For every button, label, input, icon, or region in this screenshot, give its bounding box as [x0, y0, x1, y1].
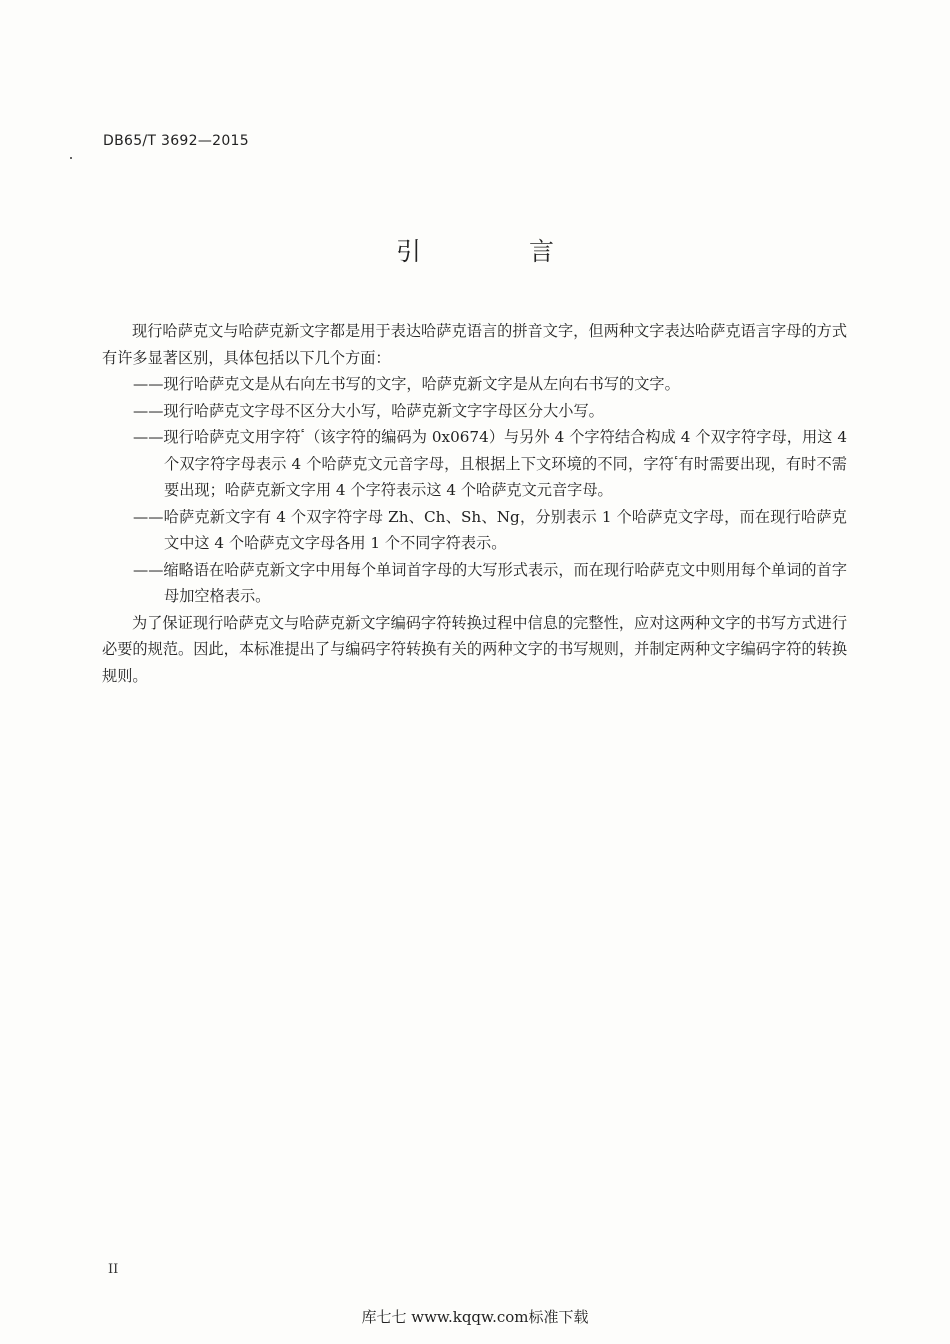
document-code: DB65/T 3692—2015: [103, 133, 249, 149]
intro-bullet-3: ——现行哈萨克文用字符ٴ（该字符的编码为 0x0674）与另外 4 个字符结合构成 4 个双字符字母，用这 4 个双字符字母表示 4 个哈萨克文元音字母，且根据上下文环境的不同，字符ٴ有时需要出现，有时不需要出现；哈萨克新文字用 4 个字符表示这 4 个哈萨克文元音字母。: [133, 428, 847, 499]
intro-body: [102, 318, 847, 689]
intro-paragraph-1: 现行哈萨克文与哈萨克新文字都是用于表达哈萨克语言的拼音文字，但两种文字表达哈萨克语言字母的方式有许多显著区别，具体包括以下几个方面：: [102, 322, 847, 367]
intro-paragraph-2: 为了保证现行哈萨克文与哈萨克新文字编码字符转换过程中信息的完整性，应对这两种文字的书写方式进行必要的规范。因此，本标准提出了与编码字符转换有关的两种文字的书写规则，并制定两种文字编码字符的转换规则。: [102, 613, 847, 685]
intro-bullet-1: ——现行哈萨克文是从右向左书写的文字，哈萨克新文字是从左向右书写的文字。: [133, 375, 680, 393]
intro-bullet-2: ——现行哈萨克文字母不区分大小写，哈萨克新文字字母区分大小写。: [133, 401, 604, 420]
scan-speck: [70, 157, 72, 159]
section-title: 引 言: [396, 237, 604, 266]
intro-bullet-5: ——缩略语在哈萨克新文字中用每个单词首字母的大写形式表示，而在现行哈萨克文中则用每个单词的首字母加空格表示。: [133, 560, 847, 605]
footer-watermark-text: 库七七 www.kqqw.com标准下载: [361, 1308, 589, 1326]
page-number: II: [108, 1262, 119, 1277]
intro-bullet-4: ——哈萨克新文字有 4 个双字符字母 Zh、Ch、Sh、Ng，分别表示 1 个哈萨克文字母，而在现行哈萨克文中这 4 个哈萨克文字母各用 1 个不同字符表示。: [133, 507, 847, 552]
